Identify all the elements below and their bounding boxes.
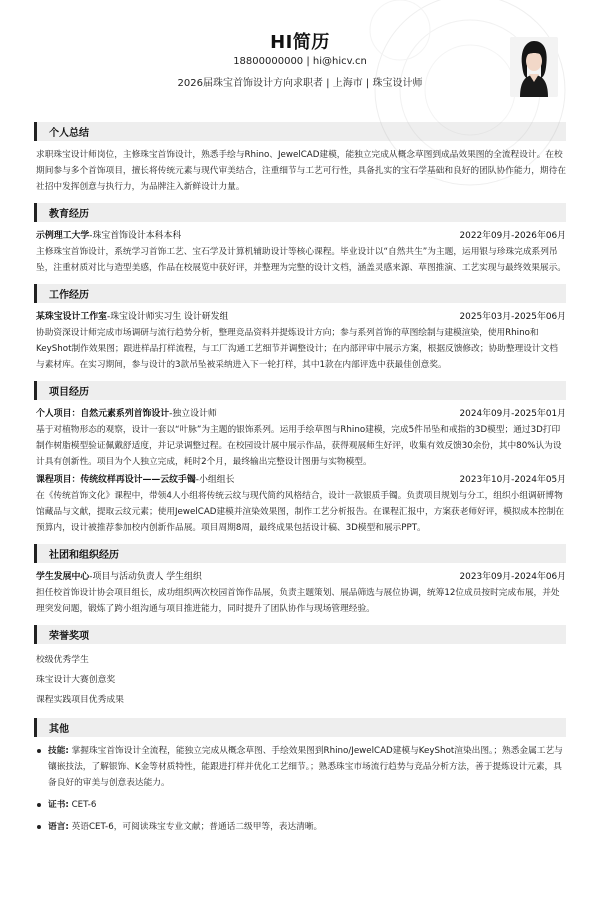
section-title-summary: 个人总结 [34,122,566,141]
project-name: 个人项目：自然元素系列首饰设计 [36,409,170,419]
campus-date: 2023年09月-2024年06月 [459,572,566,582]
other-item-text: 掌握珠宝首饰设计全流程，能独立完成从概念草图、手绘效果图到Rhino/JewelCAD建模与KeyShot渲染出图。；熟悉金属工艺与镶嵌技法，了解银饰、K金等材质特性，能跟进打样并优化工艺细节。；熟悉珠宝市场流行趋势与竞品分析方法，善于提炼设计元素，具备良好的审美与创意表达能力。 [48,746,563,788]
education-section [34,203,566,276]
organization-name: 学生发展中心 [36,572,90,582]
candidate-name: HI简历 [270,32,330,53]
project-date: 2023年10月-2024年05月 [459,475,566,485]
company-name: 某珠宝设计工作室 [36,312,107,322]
other-item-label: 技能: [48,746,69,756]
other-section [34,718,566,835]
honor-item: 珠宝设计大赛创意奖 [36,675,116,685]
other-item-certificates [34,797,566,813]
summary-text: 求职珠宝设计师岗位，主修珠宝首饰设计，熟悉手绘与Rhino、JewelCAD建模，能独立完成从概念草图到成品效果图的全流程设计。在校期间参与多个首饰项目，擅长将传统元素与现代审美结合，注重细节与工艺可行性，具备扎实的宝石学基础和良好的团队协作能力，期待在社招中发挥创意与执行力，为品牌注入新鲜设计力量。 [36,150,566,192]
work-entry-header [34,309,566,325]
work-section [34,284,566,373]
major: -珠宝首饰设计本科本科 [89,231,182,241]
resume-header [34,0,566,114]
project-role: -小组组长 [195,475,235,485]
other-item-text: CET-6 [68,800,97,810]
honors-section [34,625,566,710]
campus-section [34,544,566,617]
avatar [510,37,558,97]
section-title-honors: 荣誉奖项 [34,625,566,644]
school-name: 示例理工大学 [36,231,90,241]
other-item-text: 英语CET-6，可阅读珠宝专业文献；普通话二级甲等，表达清晰。 [68,822,323,832]
project-description: 基于对植物形态的观察，设计一套以“叶脉”为主题的银饰系列。运用手绘草图与Rhino建模，完成5件吊坠和戒指的3D模型；通过3D打印制作树脂模型验证佩戴舒适度，并记录调整过程。在校园设计展中展示作品，获得观展师生好评，收集有效反馈30余份，其中80%认为设计具有创新性。项目为个人独立完成，耗时2个月，最终输出完整设计图册与实物模型。 [36,425,562,467]
other-list [34,743,566,835]
bullet-icon [37,825,41,829]
project-name: 课程项目：传统纹样再设计——云纹手镯 [36,475,196,485]
job-intent: 2026届珠宝首饰设计方向求职者 | 上海市 | 珠宝设计师 [177,78,423,89]
section-title-campus: 社团和组织经历 [34,544,566,563]
project-description: 在《传统首饰文化》课程中，带领4人小组将传统云纹与现代简约风格结合，设计一款银质手镯。负责项目规划与分工，组织小组调研博物馆藏品与文献，提取云纹元素；使用JewelCAD建模并渲染效果图，制作工艺分析报告。在课程汇报中，方案获老师好评，模拟成本控制在预算内，设计被推荐参加校内创新作品展。项目周期8周，最终成果包括设计稿、3D模型和展示PPT。 [36,491,564,533]
section-title-other: 其他 [34,718,566,737]
other-item-label: 证书: [48,800,69,810]
work-description: 协助资深设计师完成市场调研与流行趋势分析，整理竞品资料并提炼设计方向；参与系列首饰的草图绘制与建模渲染，使用Rhino和KeyShot制作效果图；跟进样品打样流程，与工厂沟通工艺细节并调整设计；在内部评审中展示方案，根据反馈修改；协助整理设计文档与素材库。在实习期间，参与设计的3款吊坠被采纳进入下一轮打样，其中1款在内部评选中获最佳创意奖。 [36,328,558,370]
honor-item: 校级优秀学生 [36,655,89,665]
campus-description: 担任校首饰设计协会项目组长，成功组织两次校园首饰作品展，负责主题策划、展品筛选与展位协调，统筹12位成员按时完成布展，并处理突发问题，锻炼了跨小组沟通与项目推进能力，同时提升了团队协作与现场管理经验。 [36,588,560,614]
section-title-work: 工作经历 [34,284,566,303]
education-date: 2022年09月-2026年06月 [459,231,566,241]
bullet-icon [37,803,41,807]
section-title-projects: 项目经历 [34,381,566,400]
other-item-label: 语言: [48,822,69,832]
bullet-icon [37,749,41,753]
work-date: 2025年03月-2025年06月 [459,312,566,322]
summary-section [34,122,566,195]
section-title-education: 教育经历 [34,203,566,222]
other-item-skills [34,743,566,791]
job-role: -珠宝设计师实习生 设计研发组 [107,312,229,322]
honor-item: 课程实践项目优秀成果 [36,695,124,705]
project-role: -独立设计师 [169,409,217,419]
campus-entry-header [34,569,566,585]
education-entry-header [34,228,566,244]
organization-role: -项目与活动负责人 学生组织 [89,572,202,582]
project-date: 2024年09月-2025年01月 [459,409,566,419]
project-entry-header [34,406,566,422]
project-entry-header [34,472,566,488]
other-item-languages [34,819,566,835]
contact-info: 18800000000 | hi@hicv.cn [233,56,367,67]
projects-section [34,381,566,536]
education-description: 主修珠宝首饰设计，系统学习首饰工艺、宝石学及计算机辅助设计等核心课程。毕业设计以“自然共生”为主题，运用银与珍珠完成系列吊坠，注重材质对比与造型美感，作品在校展览中获好评，并整理为完整的设计文档，涵盖灵感来源、草图推演、工艺实现与最终效果展示。 [36,247,566,273]
